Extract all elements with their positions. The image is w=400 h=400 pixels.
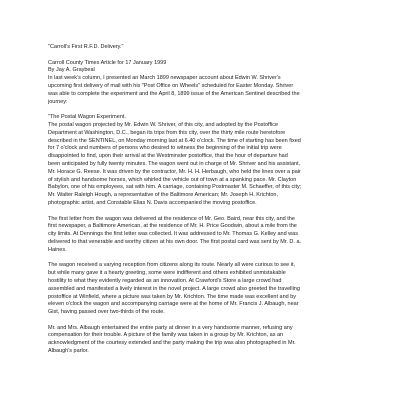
text-line: of stylish and handsome horses, which whirled the vehicle out of town at a spanking pace. Mr. Clayton — [48, 176, 297, 183]
text-line: compensation for their trouble. A picture of the family was taken in a group by Mr. Krichton, as an — [48, 332, 284, 339]
text-line: Mr. Horace G. Reese. It was driven by the contractor, Mr. H. H. Herbaugh, who held the lines over a pair — [48, 168, 301, 175]
text-line: postoffice at Winfield, where a picture was taken by Mr. Krichton. The time made was excellent and by — [48, 293, 297, 300]
paragraph-1 — [48, 122, 362, 208]
text-line: described in the SENTINEL, on Monday morning last at 6.40 o'clock. The time of starting has been fixed — [48, 137, 301, 144]
source-line: Carroll County Times Article for 17 January 1999 — [48, 59, 167, 66]
text-line: Mr. and Mrs. Albaugh entertained the entire party at dinner in a very handsome manner, refusing any — [48, 324, 293, 331]
text-line: assembled and manifested a lively interest in the novel project. A large crowd also greeted the travelling — [48, 285, 300, 292]
text-line: been anticipated by fully twenty minutes. The wagon went out in charge of Mr. Shriver and his assistant, — [48, 160, 301, 167]
paragraph-2 — [48, 216, 362, 255]
intro-paragraph — [48, 75, 362, 106]
text-line: Albaugh's parlor. — [48, 348, 89, 355]
text-line: upcoming first delivery of mail with his "Post Office on Wheels" scheduled for Easter Monday. Shriver — [48, 82, 294, 89]
document-title: "Carroll's First R.F.D. Delivery." — [48, 44, 124, 50]
text-line: eleven o'clock the wagon and accompanying carriage were at the home of Mr. Francis J. Albaugh, near — [48, 301, 299, 308]
text-line: The postal wagon projected by Mr. Edwin W. Shriver, of this city, and adopted by the Postoffice — [48, 121, 279, 128]
text-line: photographic artist, and Constable Elias N. Davis accompanied the moving postoffice. — [48, 199, 257, 206]
text-line: Gist, having passed over two-thirds of the route. — [48, 309, 165, 316]
text-line: disappointed to find, upon their arrival at the Westminster postoffice, that the hour of departure had — [48, 153, 288, 160]
article-title: "The Postal Wagon Experiment. — [48, 114, 126, 121]
paragraph-3 — [48, 262, 362, 317]
text-line: hostility to what they evidently regarded as an innovation. At Crawford's Store a large crowd had — [48, 277, 282, 284]
text-line: Haines. — [48, 246, 67, 253]
text-line: In last week's column, I presented an March 1899 newspaper account about Edwin W. Shriver's — [48, 75, 281, 82]
text-line: acknowledgment of the courtesy extended and the party making the trip was also photographed in Mr. — [48, 340, 296, 347]
text-line: first newspaper, a Baltimore American, at the residence of Mr. H. Price Goodwin, about a mile from the — [48, 223, 297, 230]
text-line: Mr. Walter Raleigh Hough, a representative of the Baltimore American; Mr. Joseph H. Krichton, — [48, 192, 278, 199]
text-line: Department at Washington, D.C., began its trips from this city, over the thirty mile route heretofore — [48, 129, 286, 136]
paragraph-4 — [48, 325, 362, 356]
text-line: delivered to that venerable and worthy citizen at his own door. The first postal card was sent by Mr. D. a. — [48, 238, 302, 245]
text-line: The first letter from the wagon was delivered at the residence of Mr. Geo. Baird, near this city, and the — [48, 215, 295, 222]
text-line: The wagon received a varying reception from citizens along its route. Nearly all were curious to see it, — [48, 262, 296, 269]
text-line: but while many gave it a hearty greeting, some were indifferent and others exhibited unmistakable — [48, 270, 286, 277]
text-line: city limits. At Dennings the first letter was collected. It was addressed to Mr. Thomas G. Kelley and was — [48, 231, 298, 238]
text-line: journey: — [48, 98, 68, 105]
text-line: for 7 o'clock and numbers of persons who desired to witness the beginning of the initial trip were — [48, 145, 282, 152]
byline: By Jay A. Graybeal — [48, 67, 95, 74]
text-line: was able to complete the experiment and the April 8, 1899 issue of the American Sentinel described the — [48, 90, 300, 97]
text-line: Babylon, one of his employees, sat with him. A carriage, containing Postmaster M. Schaeffer, of this city; — [48, 184, 302, 191]
